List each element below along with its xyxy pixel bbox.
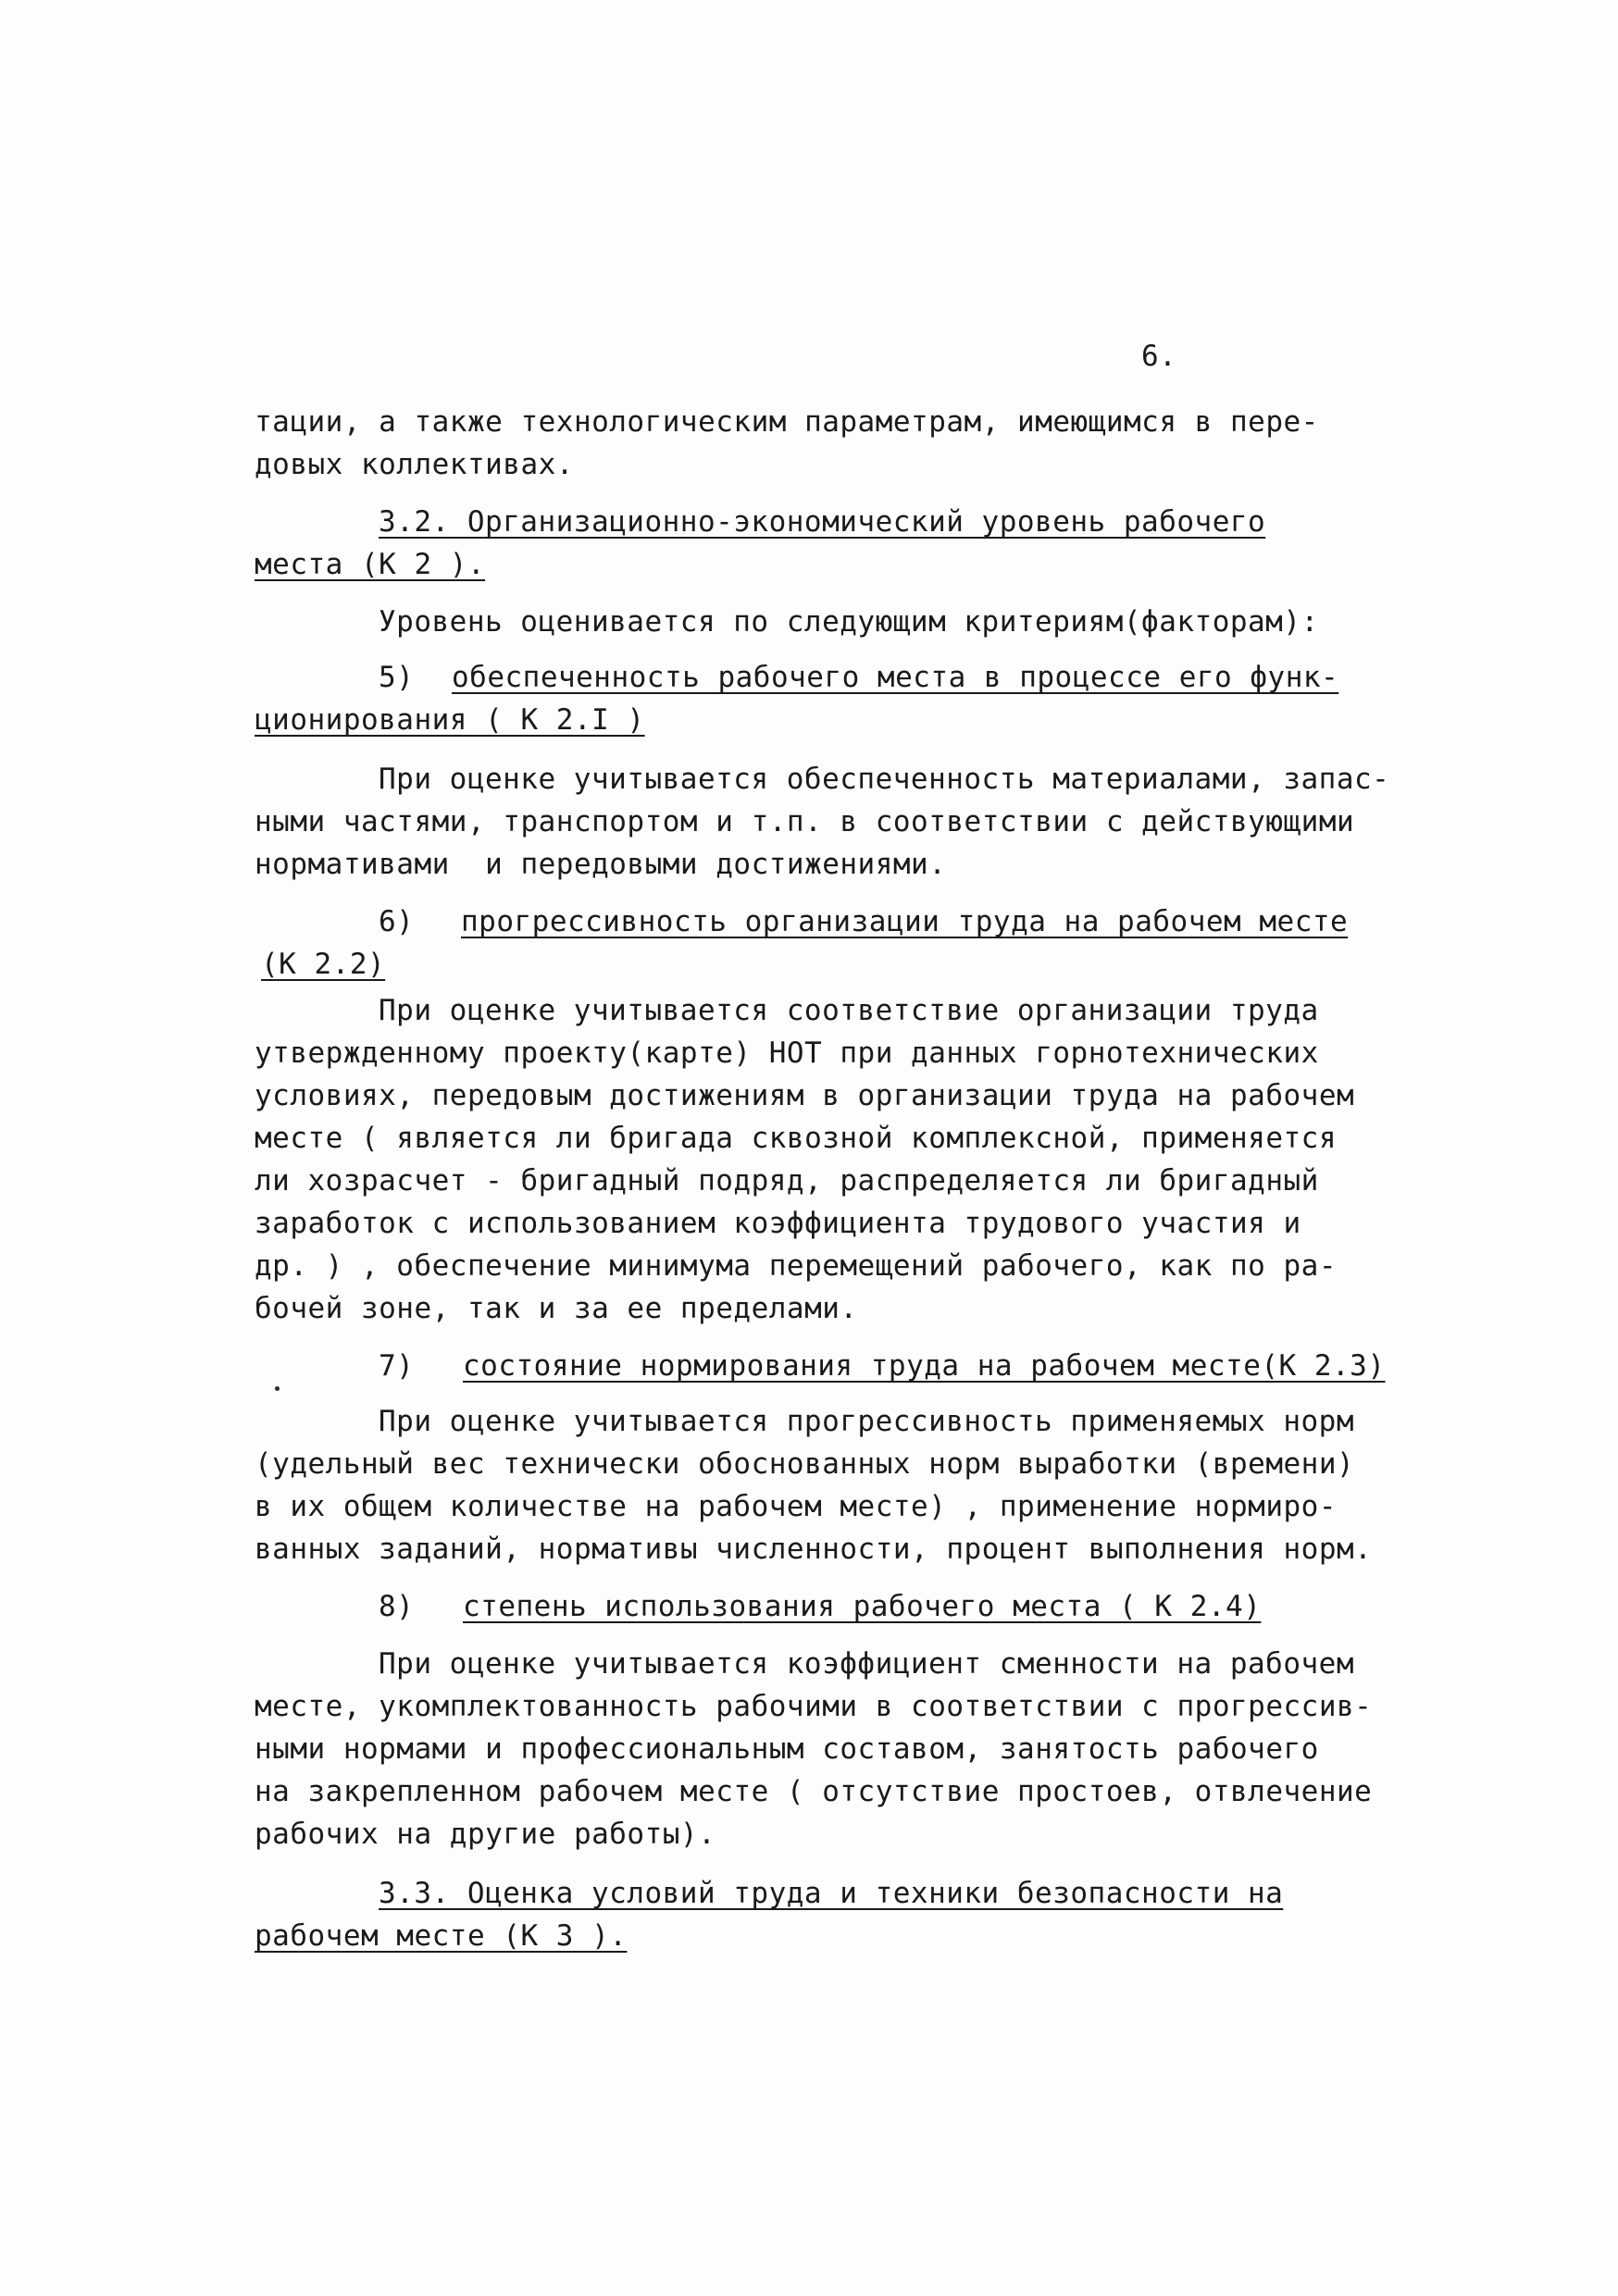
item-7-body-line: (удельный вес технически обоснованных норм выработки (времени) (255, 1447, 1355, 1481)
item-6-body-line: утвержденному проекту(карте) НОТ при данных горнотехнических (255, 1036, 1319, 1070)
section-3-3-heading: 3.3. Оценка условий труда и техники безопасности на (379, 1877, 1284, 1910)
item-6-body-line: условиях, передовым достижениям в организации труда на рабочем (255, 1079, 1355, 1112)
item-6-body-line: заработок с использованием коэффициента трудового участия и (255, 1207, 1301, 1240)
intro-line: довых коллективах. (255, 448, 574, 481)
section-3-2-heading: 3.2. Организационно-экономический уровень рабочего (379, 505, 1266, 539)
item-5-number: 5) (379, 661, 415, 694)
item-8-title: степень использования рабочего места ( К 2.4) (463, 1590, 1262, 1623)
item-8-body-line: месте, укомплектованность рабочими в соответствии с прогрессив- (255, 1690, 1373, 1723)
criteria-intro: Уровень оценивается по следующим критериям(факторам): (379, 605, 1319, 639)
item-6-body-line: др. ) , обеспечение минимума перемещений рабочего, как по ра- (255, 1249, 1337, 1283)
item-6-body-line: месте ( является ли бригада сквозной комплексной, применяется (255, 1122, 1337, 1155)
item-8-body-line: При оценке учитывается коэффициент сменности на рабочем (379, 1647, 1354, 1681)
item-6-body-line: При оценке учитывается соответствие организации труда (379, 994, 1319, 1027)
stray-mark (275, 1386, 280, 1391)
intro-line: тации, а также технологическим параметрам, имеющимся в пере- (255, 405, 1319, 439)
item-7-body-line: в их общем количестве на рабочем месте) , применение нормиро- (255, 1490, 1337, 1523)
section-3-3-heading: рабочем месте (К 3 ). (255, 1919, 628, 1953)
item-5-title: ционирования ( К 2.I ) (255, 703, 645, 737)
item-5-body-line: нормативами и передовыми достижениями. (255, 848, 947, 881)
item-8-body-line: на закрепленном рабочем месте ( отсутствие простоев, отвлечение (255, 1775, 1373, 1808)
item-6-body-line: ли хозрасчет - бригадный подряд, распределяется ли бригадный (255, 1164, 1319, 1198)
item-5-body-line: ными частями, транспортом и т.п. в соответствии с действующими (255, 805, 1355, 838)
item-7-title: состояние нормирования труда на рабочем месте(К 2.3) (463, 1349, 1386, 1383)
section-3-2-heading: места (К 2 ). (255, 548, 486, 581)
item-7-body-line: ванных заданий, нормативы численности, процент выполнения норм. (255, 1533, 1373, 1566)
item-5-body-line: При оценке учитывается обеспеченность материалами, запас- (379, 763, 1390, 796)
item-8-body-line: ными нормами и профессиональным составом, занятость рабочего (255, 1732, 1319, 1766)
item-6-number: 6) (379, 905, 415, 938)
item-6-title: прогрессивность организации труда на рабочем месте (461, 905, 1349, 938)
item-6-body-line: бочей зоне, так и за ее пределами. (255, 1292, 858, 1325)
item-5-title: обеспеченность рабочего места в процессе его функ- (452, 661, 1339, 694)
item-7-number: 7) (379, 1349, 415, 1383)
page-number: 6. (1141, 340, 1177, 373)
item-8-number: 8) (379, 1590, 415, 1623)
item-7-body-line: При оценке учитывается прогрессивность применяемых норм (379, 1405, 1354, 1438)
item-8-body-line: рабочих на другие работы). (255, 1818, 716, 1851)
item-6-title: (К 2.2) (261, 948, 386, 981)
